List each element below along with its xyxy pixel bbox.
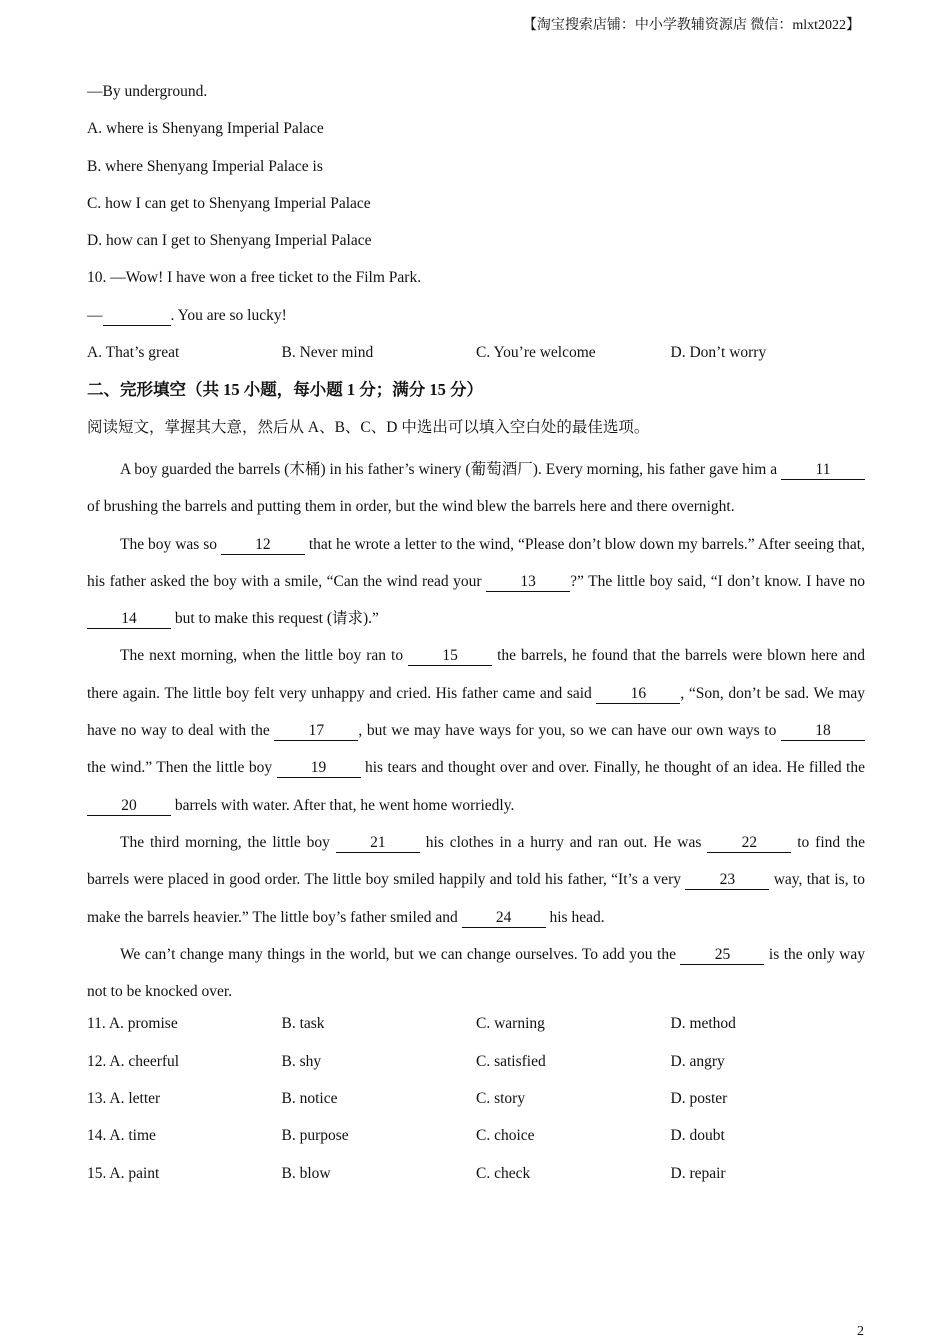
header-watermark-text: 【淘宝搜索店铺：中小学教辅资源店 微信：mlxt2022】 <box>522 18 860 33</box>
q10-option-a: A. That’s great <box>87 344 180 362</box>
q10-option-c: C. You’re welcome <box>476 344 596 362</box>
choice-13-c: C. story <box>476 1090 526 1108</box>
q9-option-c: C. how I can get to Shenyang Imperial Palace <box>87 194 371 212</box>
blank-11: 11 <box>781 461 865 480</box>
choice-14-c: C. choice <box>476 1127 535 1145</box>
choice-row <box>87 1085 865 1122</box>
choice-row <box>87 1122 865 1159</box>
choice-14-d: D. doubt <box>670 1127 725 1145</box>
q9-option-a: A. where is Shenyang Imperial Palace <box>87 120 324 138</box>
choice-12-c: C. satisfied <box>476 1052 546 1070</box>
choice-14-b: B. purpose <box>281 1127 349 1145</box>
blank-12: 12 <box>221 536 305 555</box>
q9-option-d: D. how can I get to Shenyang Imperial Palace <box>87 232 372 250</box>
q10-blank <box>103 307 171 326</box>
blank-22: 22 <box>707 834 791 853</box>
blank-17: 17 <box>274 722 358 741</box>
blank-19: 19 <box>277 759 361 778</box>
q10-option-b: B. Never mind <box>281 344 374 362</box>
q9-answer-line: —By underground. <box>87 83 208 100</box>
blank-16: 16 <box>596 685 680 704</box>
choice-15-b: B. blow <box>281 1164 331 1182</box>
passage-paragraph-1: A boy guarded the barrels (木桶) in his father’s winery (葡萄酒厂). Every morning, his father gave him a 11 of brushing the barrels and putting them in order, but the wind blew the barrels here and there overnight. <box>87 451 865 526</box>
choice-13-a: 13. A. letter <box>87 1090 161 1108</box>
blank-25: 25 <box>680 946 764 965</box>
blank-13: 13 <box>486 573 570 592</box>
blank-21: 21 <box>336 834 420 853</box>
blank-24: 24 <box>462 909 546 928</box>
blank-23: 23 <box>685 871 769 890</box>
choice-12-a: 12. A. cheerful <box>87 1052 180 1070</box>
q10-reply: — . You are so lucky! <box>87 306 287 324</box>
document-body <box>87 78 865 1197</box>
blank-14: 14 <box>87 610 171 629</box>
choice-15-d: D. repair <box>670 1164 726 1182</box>
choice-11-b: B. task <box>281 1015 325 1033</box>
page-number: 2 <box>857 1324 864 1339</box>
blank-20: 20 <box>87 797 171 816</box>
blank-18: 18 <box>781 722 865 741</box>
choice-15-c: C. check <box>476 1164 531 1182</box>
choice-row <box>87 1160 865 1197</box>
q9-option-b: B. where Shenyang Imperial Palace is <box>87 157 323 175</box>
q10-options <box>87 339 865 376</box>
q10-stem: 10. —Wow! I have won a free ticket to the Film Park. <box>87 269 422 287</box>
passage-paragraph-4: The third morning, the little boy 21 his clothes in a hurry and ran out. He was 22 to find the barrels were placed in good order. The little boy smiled happily and told his father, “It’s a very 23 way, that is, to make the barrels heavier.” The little boy’s father smiled and 24 his head. <box>87 833 865 926</box>
blank-15: 15 <box>408 647 492 666</box>
choice-12-d: D. angry <box>670 1052 725 1070</box>
q10-option-d: D. Don’t worry <box>670 344 767 362</box>
choice-15-a: 15. A. paint <box>87 1164 160 1182</box>
choice-11-d: D. method <box>670 1015 736 1033</box>
choice-11-a: 11. A. promise <box>87 1015 178 1033</box>
passage-paragraph-2: The boy was so 12 that he wrote a letter to the wind, “Please don’t blow down my barrels.” After seeing that, his father asked the boy with a smile, “Can the wind read your 13 ?” The little boy said, “I don’t know. I have no 14 but to make this request (请求).” <box>87 535 866 628</box>
choice-14-a: 14. A. time <box>87 1127 156 1145</box>
section-title: 二、完形填空（共 15 小题，每小题 1 分；满分 15 分） <box>87 380 483 400</box>
choice-row <box>87 1048 865 1085</box>
passage-paragraph-5: We can’t change many things in the world, but we can change ourselves. To add you the 25 is the only way not to be knocked over. <box>87 945 865 1001</box>
choice-12-b: B. shy <box>281 1052 322 1070</box>
choice-row <box>87 1010 865 1047</box>
choice-11-c: C. warning <box>476 1015 545 1033</box>
section-instruction: 阅读短文，掌握其大意，然后从 A、B、C、D 中选出可以填入空白处的最佳选项。 <box>87 418 650 436</box>
choice-13-d: D. poster <box>670 1090 728 1108</box>
passage-paragraph-3: The next morning, when the little boy ran to 15 the barrels, he found that the barrels were blown here and there again. The little boy felt very unhappy and cried. His father came and said 16 , “Son, don’t be sad. We may have no way to deal with the 17 , but we may have ways for you, so we can have our own ways to 18 the wind.” Then the little boy 19 his tears and thought over and over. Finally, he thought of an idea. He filled the 20 barrels with water. After that, he went home worriedly. <box>87 647 866 814</box>
choice-13-b: B. notice <box>281 1090 338 1108</box>
